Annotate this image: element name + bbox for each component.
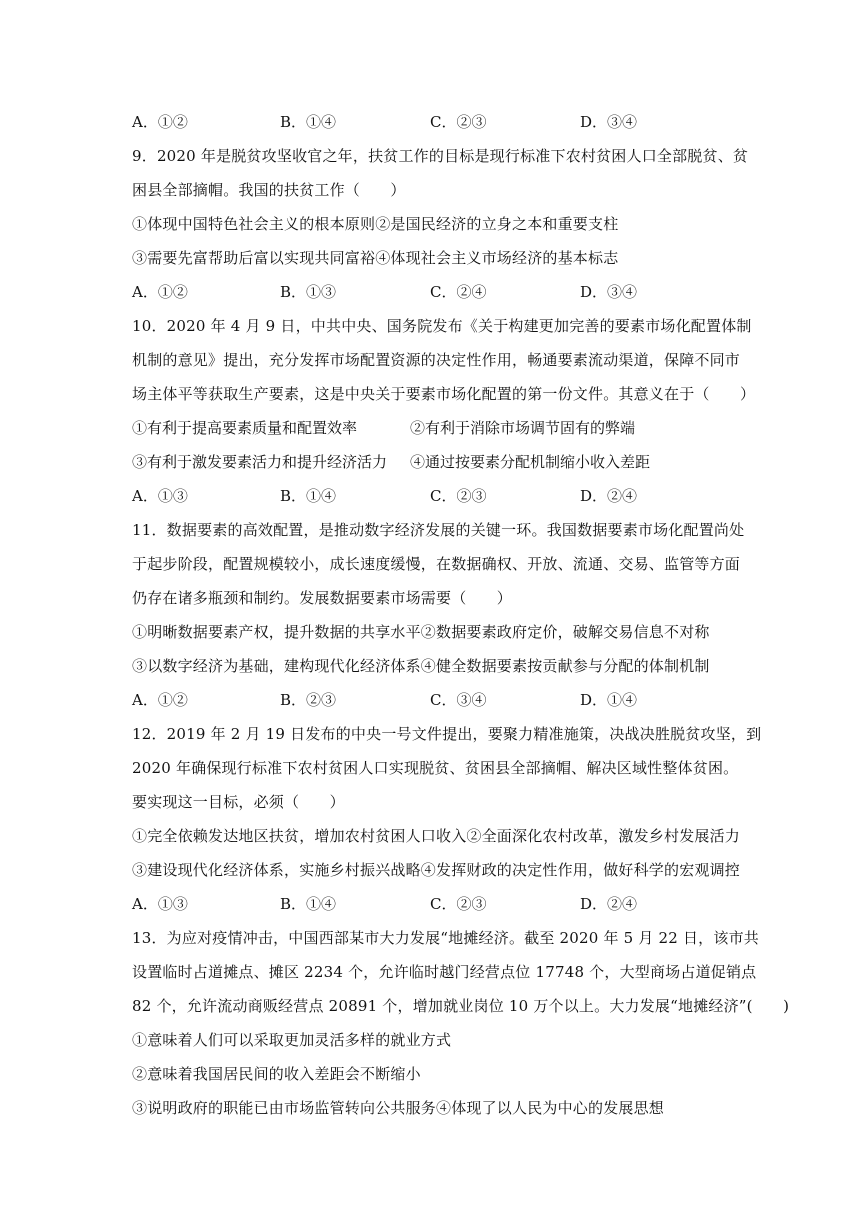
q10-option-b[interactable]: B．①④ — [280, 487, 337, 505]
q11-options — [132, 690, 732, 710]
q10-options — [132, 486, 732, 506]
q8-options — [132, 112, 732, 132]
q10-stem-line-1: 10．2020 年 4 月 9 日，中共中央、国务院发布《关于构建更加完善的要素市场化配置体制 — [132, 317, 752, 335]
q13-stem-line-3: 82 个，允许流动商贩经营点 20891 个，增加就业岗位 10 万个以上。大力发展“地摊经济”( ) — [132, 997, 790, 1015]
q11-option-b[interactable]: B．②③ — [280, 691, 337, 709]
q12-statement-line-2: ③建设现代化经济体系，实施乡村振兴战略④发挥财政的决定性作用，做好科学的宏观调控 — [132, 861, 741, 879]
q12-stem-line-2: 2020 年确保现行标准下农村贫困人口实现脱贫、贫困县全部摘帽、解决区域性整体贫困。 — [132, 759, 739, 777]
q13-statement-line-2: ②意味着我国居民间的收入差距会不断缩小 — [132, 1065, 421, 1083]
q12-statement-line-1: ①完全依赖发达地区扶贫，增加农村贫困人口收入②全面深化农村改革，激发乡村发展活力 — [132, 827, 741, 845]
q10-statements-row-1 — [132, 418, 732, 438]
q10-option-c[interactable]: C．②③ — [430, 487, 487, 505]
q13-statement-line-3: ③说明政府的职能已由市场监管转向公共服务④体现了以人民为中心的发展思想 — [132, 1099, 665, 1117]
q9-stem-line-2: 困县全部摘帽。我国的扶贫工作（ ） — [132, 181, 406, 199]
q11-option-d[interactable]: D．①④ — [580, 691, 638, 709]
q12-stem-line-3: 要实现这一目标，必须（ ） — [132, 793, 345, 811]
q9-stem-line-1: 9．2020 年是脱贫攻坚收官之年，扶贫工作的目标是现行标准下农村贫困人口全部脱贫、贫 — [132, 147, 749, 165]
q10-statements-row-2 — [132, 452, 732, 472]
q9-option-c[interactable]: C．②④ — [430, 283, 487, 301]
q12-option-d[interactable]: D．②④ — [580, 895, 638, 913]
q12-option-c[interactable]: C．②③ — [430, 895, 487, 913]
q9-options — [132, 282, 732, 302]
q8-option-d[interactable]: D．③④ — [580, 113, 638, 131]
q12-option-a[interactable]: A．①③ — [132, 895, 188, 913]
q11-stem-line-3: 仍存在诸多瓶颈和制约。发展数据要素市场需要（ ） — [132, 589, 513, 607]
q12-option-b[interactable]: B．①④ — [280, 895, 337, 913]
q8-option-b[interactable]: B．①④ — [280, 113, 337, 131]
q11-option-c[interactable]: C．③④ — [430, 691, 487, 709]
q9-option-a[interactable]: A．①② — [132, 283, 188, 301]
q10-stem-line-3: 场主体平等获取生产要素，这是中央关于要素市场化配置的第一份文件。其意义在于（ ） — [132, 385, 756, 403]
q9-option-b[interactable]: B．①③ — [280, 283, 337, 301]
q10-option-d[interactable]: D．②④ — [580, 487, 638, 505]
q10-stem-line-2: 机制的意见》提出，充分发挥市场配置资源的决定性作用，畅通要素流动渠道，保障不同市 — [132, 351, 741, 369]
q11-stem-line-2: 于起步阶段，配置规模较小，成长速度缓慢，在数据确权、开放、流通、交易、监管等方面 — [132, 555, 741, 573]
q8-option-c[interactable]: C．②③ — [430, 113, 487, 131]
q13-stem-line-1: 13．为应对疫情冲击，中国西部某市大力发展“地摊经济。截至 2020 年 5 月 22 日，该市共 — [132, 929, 759, 947]
q10-statement-2: ②有利于消除市场调节固有的弊端 — [410, 419, 636, 437]
q10-statement-3: ③有利于激发要素活力和提升经济活力 — [132, 453, 388, 471]
q12-options — [132, 894, 732, 914]
q9-statement-line-2: ③需要先富帮助后富以实现共同富裕④体现社会主义市场经济的基本标志 — [132, 249, 619, 267]
q11-statement-line-1: ①明晰数据要素产权，提升数据的共享水平②数据要素政府定价，破解交易信息不对称 — [132, 623, 710, 641]
q10-option-a[interactable]: A．①③ — [132, 487, 188, 505]
q8-option-a[interactable]: A．①② — [132, 113, 188, 131]
q13-stem-line-2: 设置临时占道摊点、摊区 2234 个，允许临时越门经营点位 17748 个，大型商场占道促销点 — [132, 963, 757, 981]
q10-statement-4: ④通过按要素分配机制缩小收入差距 — [410, 453, 651, 471]
q13-statement-line-1: ①意味着人们可以采取更加灵活多样的就业方式 — [132, 1031, 452, 1049]
q11-stem-line-1: 11．数据要素的高效配置，是推动数字经济发展的关键一环。我国数据要素市场化配置尚处 — [132, 521, 745, 539]
q11-statement-line-2: ③以数字经济为基础，建构现代化经济体系④健全数据要素按贡献参与分配的体制机制 — [132, 657, 710, 675]
q9-statement-line-1: ①体现中国特色社会主义的根本原则②是国民经济的立身之本和重要支柱 — [132, 215, 619, 233]
q12-stem-line-1: 12．2019 年 2 月 19 日发布的中央一号文件提出，要聚力精准施策，决战决胜脱贫攻坚，到 — [132, 725, 762, 743]
q9-option-d[interactable]: D．③④ — [580, 283, 638, 301]
q11-option-a[interactable]: A．①② — [132, 691, 188, 709]
q10-statement-1: ①有利于提高要素质量和配置效率 — [132, 419, 358, 437]
